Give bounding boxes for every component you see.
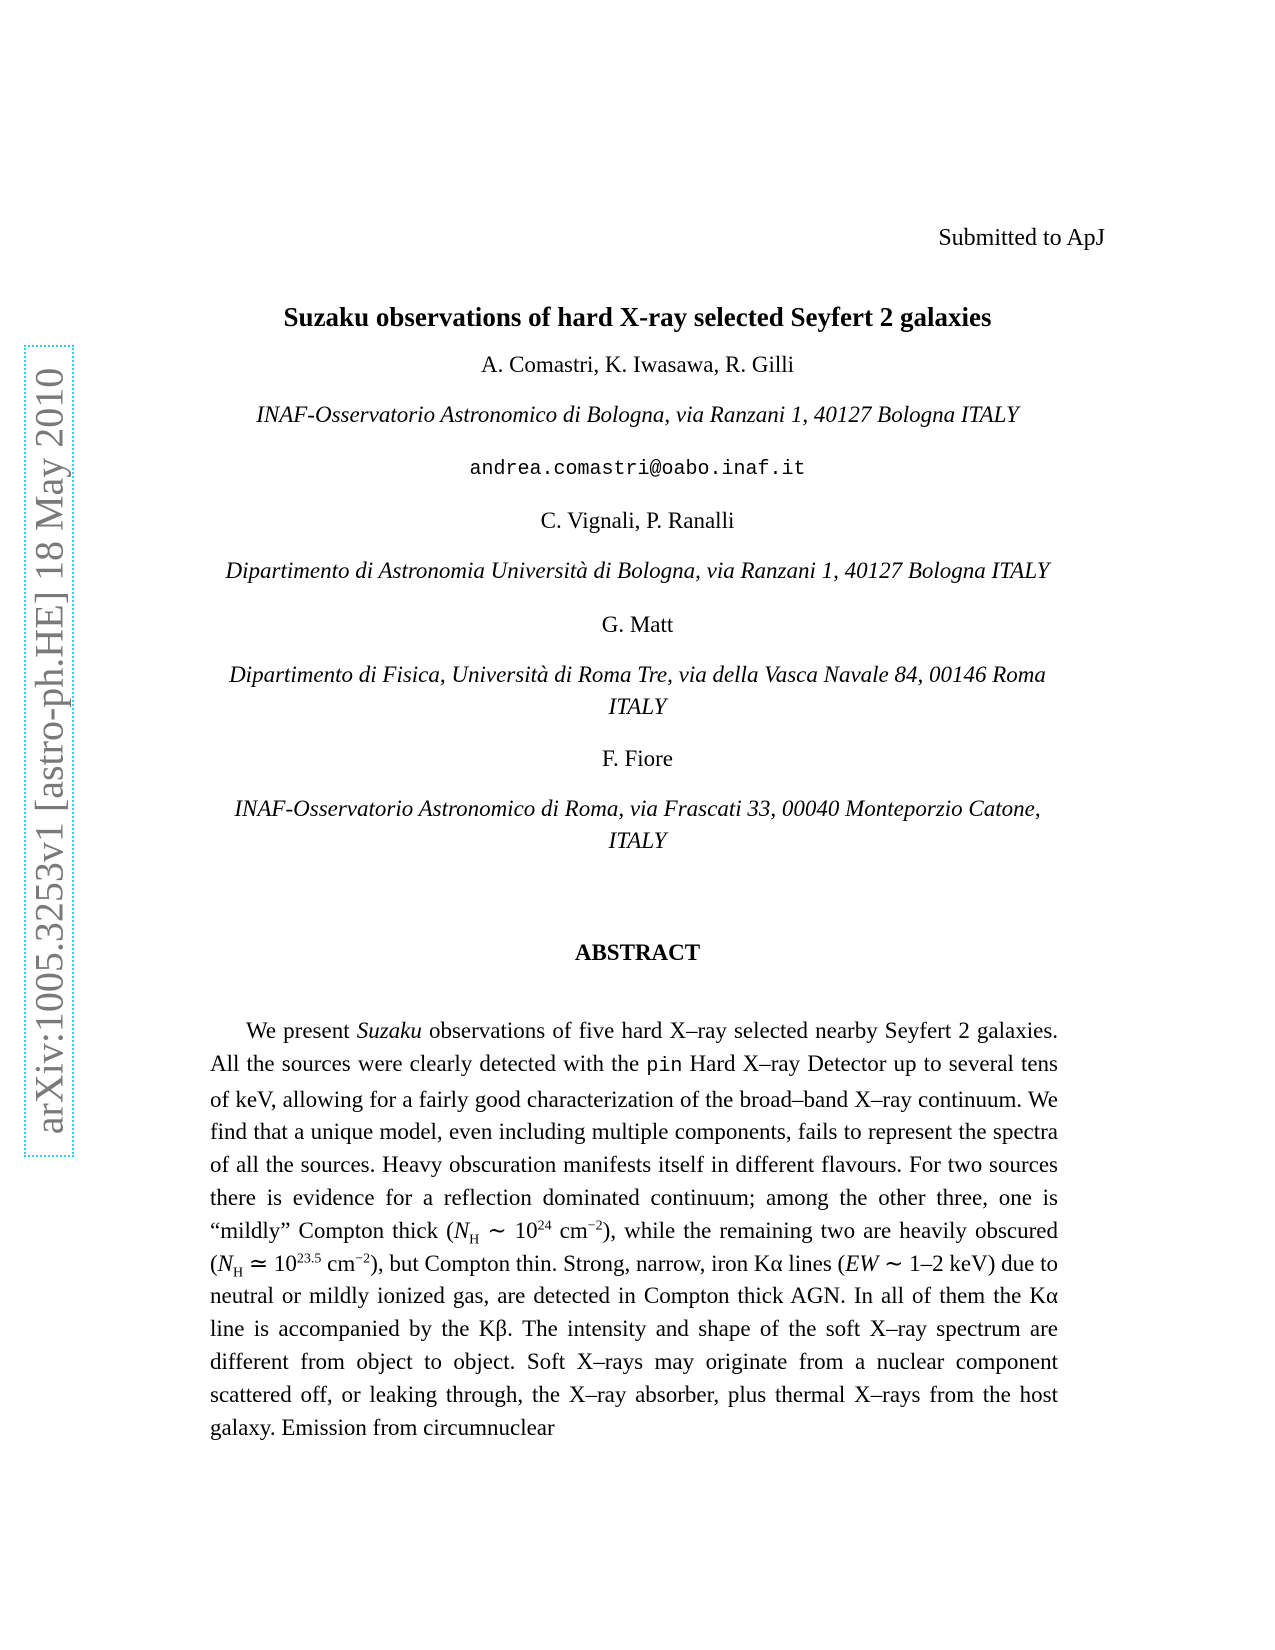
suzaku-italic: Suzaku bbox=[356, 1018, 422, 1043]
arxiv-stamp-text: arXiv:1005.3253v1 [astro-ph.HE] 18 May 2010 bbox=[26, 367, 72, 1135]
submitted-note: Submitted to ApJ bbox=[938, 225, 1105, 251]
abstract-heading: ABSTRACT bbox=[574, 940, 701, 965]
pin-detector: pin bbox=[646, 1054, 683, 1078]
affiliation-group-3-line-2: ITALY bbox=[608, 694, 667, 719]
affiliation-group-1: INAF-Osservatorio Astronomico di Bologna, via Ranzani 1, 40127 Bologna ITALY bbox=[256, 402, 1019, 427]
authors-group-2: C. Vignali, P. Ranalli bbox=[540, 508, 735, 533]
affiliation-group-2: Dipartimento di Astronomia Università di Bologna, via Ranzani 1, 40127 Bologna ITALY bbox=[225, 558, 1050, 583]
abstract-text: We present Suzaku observations of five hard X–ray selected nearby Seyfert 2 galaxies. All the sources were clearly detected with the pin Hard X–ray Detector up to several tens of keV, allowing for a fairly good characterization of the broad–band X–ray continuum. We find that a unique model, even including multiple components, fails to represent the spectra of all the sources. Heavy obscuration manifests itself in different flavours. For two sources there is evidence for a reflection dominated continuum; among the other three, one is “mildly” Compton thick ($N_H$ ∼ $10^{24}$ $cm^{-2}$), while the remaining two are heavily obscured ($N_H$ ≃ $10^{23.5}$ $cm^{-2}$), but Compton thin. Strong, narrow, iron Kα lines (EW ∼ 1–2 keV) due to neutral or mildly ionized gas, are detected in Compton thick AGN. In all of them the Kα line is accompanied by the Kβ. The intensity and shape of the soft X–ray spectrum are different from object to object. Soft X–rays may originate from a nuclear component scattered off, or leaking through, the X–ray absorber, plus thermal X–rays from the host galaxy. Emission from circumnuclear bbox=[210, 1018, 1059, 1440]
authors-group-3: G. Matt bbox=[601, 612, 674, 637]
authors-group-4: F. Fiore bbox=[602, 746, 673, 771]
affiliation-group-3-line-1: Dipartimento di Fisica, Università di Roma Tre, via della Vasca Navale 84, 00146 Roma bbox=[229, 662, 1046, 687]
author-email: andrea.comastri@oabo.inaf.it bbox=[469, 458, 806, 481]
affiliation-group-4-line-2: ITALY bbox=[608, 828, 667, 853]
authors-group-1: A. Comastri, K. Iwasawa, R. Gilli bbox=[480, 352, 794, 377]
affiliation-group-4-line-1: INAF-Osservatorio Astronomico di Roma, via Frascati 33, 00040 Monteporzio Catone, bbox=[234, 796, 1041, 821]
paper-title: Suzaku observations of hard X-ray selected Seyfert 2 galaxies bbox=[283, 302, 992, 332]
